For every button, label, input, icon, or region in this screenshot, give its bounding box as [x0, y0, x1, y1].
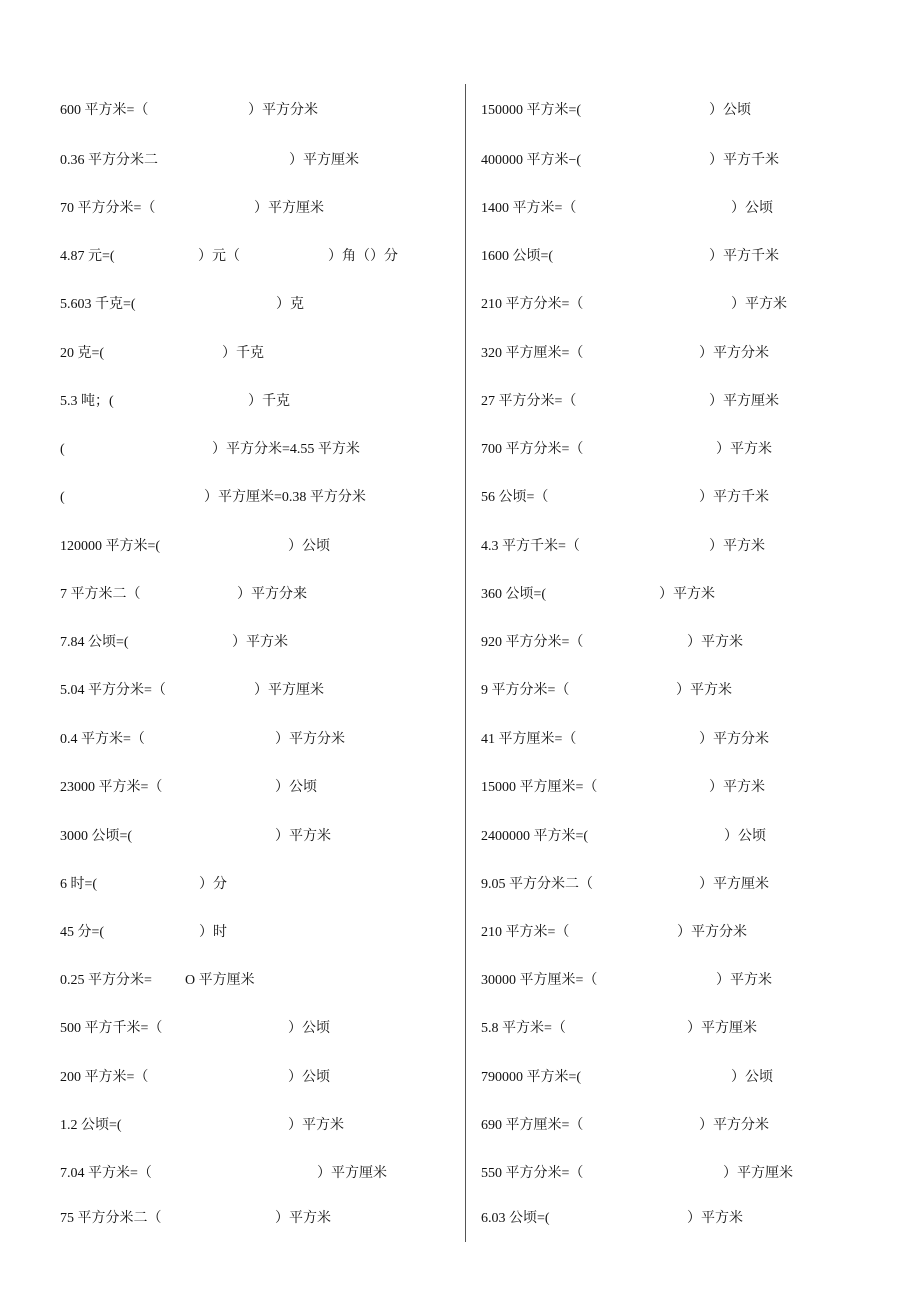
problem-prompt: 5.8 平方米=（ [481, 1021, 566, 1036]
problem-prompt: 27 平方分米=（ [481, 394, 577, 409]
problem-unit: ）公顷 [275, 780, 317, 795]
problem-unit: ）公顷 [288, 1070, 330, 1085]
problem-prompt: 700 平方分米=（ [481, 442, 584, 457]
problem-unit: ）分 [199, 877, 227, 892]
problem-prompt: 30000 平方厘米=（ [481, 973, 598, 988]
problem-unit: ）平方厘米=0.38 平方分米 [204, 490, 366, 505]
problem-unit: ）平方分米 [699, 346, 769, 361]
problem-unit: ）平方厘米 [289, 153, 359, 168]
problem-unit: ）平方米 [716, 442, 772, 457]
problem-unit: ）平方厘米 [699, 877, 769, 892]
problem-prompt: 920 平方分米=（ [481, 635, 584, 650]
problem-prompt: 5.3 吨；( [60, 394, 114, 409]
problem-prompt: 320 平方厘米=（ [481, 346, 584, 361]
problem-unit: ）千克 [222, 346, 264, 361]
problem-unit: ）公顷 [731, 201, 773, 216]
problem-unit: ）平方分米 [248, 103, 318, 118]
problem-prompt: 500 平方千米=（ [60, 1021, 163, 1036]
problem-prompt: 1400 平方米=（ [481, 201, 577, 216]
problem-unit: ）平方米 [687, 1211, 743, 1226]
problem-prompt: 9.05 平方分米二（ [481, 877, 593, 892]
problem-unit: ）平方米 [709, 780, 765, 795]
problem-prompt: 15000 平方厘米=（ [481, 780, 598, 795]
problem-prompt: 1600 公顷=( [481, 249, 554, 264]
problem-unit: ）公顷 [731, 1070, 773, 1085]
problem-unit: ）平方分米 [677, 925, 747, 940]
problem-prompt: ( [60, 490, 65, 505]
problem-unit: ）千克 [248, 394, 290, 409]
problem-unit: ）平方千米 [709, 153, 779, 168]
problem-prompt: 210 平方米=（ [481, 925, 570, 940]
problem-prompt: 56 公顷=（ [481, 490, 549, 505]
problem-unit: ）平方分来 [237, 587, 307, 602]
problem-prompt: 690 平方厘米=（ [481, 1118, 584, 1133]
problem-prompt: 4.87 元=( [60, 249, 115, 264]
problem-unit: ）平方米 [709, 539, 765, 554]
problem-prompt: 5.603 千克=( [60, 297, 136, 312]
problem-prompt: 210 平方分米=（ [481, 297, 584, 312]
problem-unit-extra: ）角（）分 [328, 249, 398, 264]
problem-unit: ）公顷 [288, 1021, 330, 1036]
problem-prompt: 41 平方厘米=（ [481, 732, 577, 747]
problem-unit: ）平方米 [275, 829, 331, 844]
problem-unit: ）平方厘米 [723, 1166, 793, 1181]
problem-unit: ）平方厘米 [317, 1166, 387, 1181]
problem-prompt: 200 平方米=（ [60, 1070, 149, 1085]
problem-unit: ）时 [199, 925, 227, 940]
problem-unit: ）平方米 [731, 297, 787, 312]
problem-unit: ）公顷 [709, 103, 751, 118]
problem-unit: ）平方千米 [709, 249, 779, 264]
problem-prompt: 150000 平方米=( [481, 103, 582, 118]
problem-unit: ）平方米 [659, 587, 715, 602]
problem-unit: ）平方米 [687, 635, 743, 650]
problem-prompt: 0.25 平方分米= [60, 973, 152, 988]
problem-prompt: 600 平方米=（ [60, 103, 149, 118]
problem-prompt: 7.84 公顷=( [60, 635, 129, 650]
problem-prompt: 4.3 平方千米=（ [481, 539, 580, 554]
problem-prompt: 75 平方分米二（ [60, 1211, 162, 1226]
problem-unit: ）平方米 [232, 635, 288, 650]
problem-prompt: 9 平方分米=（ [481, 683, 570, 698]
problem-unit: ）平方厘米 [709, 394, 779, 409]
problem-unit: ）元（ [198, 249, 240, 264]
problem-prompt: 550 平方分米=（ [481, 1166, 584, 1181]
problem-unit: ）平方分米 [699, 732, 769, 747]
problem-unit: ）平方米 [676, 683, 732, 698]
problem-unit: ）克 [276, 297, 304, 312]
problem-prompt: 20 克=( [60, 346, 105, 361]
problem-prompt: 120000 平方米=( [60, 539, 161, 554]
problem-prompt: 7 平方米二（ [60, 587, 141, 602]
problem-prompt: 45 分=( [60, 925, 105, 940]
problem-prompt: 3000 公顷=( [60, 829, 133, 844]
problem-unit: ）平方米 [288, 1118, 344, 1133]
problem-unit: ）公顷 [724, 829, 766, 844]
problem-prompt: 5.04 平方分米=（ [60, 683, 166, 698]
problem-unit: ）平方厘米 [254, 201, 324, 216]
problem-prompt: 70 平方分米=（ [60, 201, 156, 216]
problem-unit: ）平方米 [716, 973, 772, 988]
problem-prompt: 0.36 平方分米二 [60, 153, 158, 168]
problem-prompt: 6 时=( [60, 877, 98, 892]
problem-prompt: 790000 平方米=( [481, 1070, 582, 1085]
problem-prompt: 6.03 公顷=( [481, 1211, 550, 1226]
problem-unit: ）平方分米=4.55 平方米 [212, 442, 360, 457]
problem-prompt: ( [60, 442, 65, 457]
column-divider [465, 84, 466, 1242]
problem-prompt: 400000 平方米−( [481, 153, 582, 168]
problem-prompt: 2400000 平方米=( [481, 829, 589, 844]
problem-prompt: 7.04 平方米=（ [60, 1166, 152, 1181]
problem-unit: ）平方厘米 [254, 683, 324, 698]
problem-prompt: 360 公顷=( [481, 587, 547, 602]
problem-unit: ）平方分米 [275, 732, 345, 747]
problem-unit: ）平方分米 [699, 1118, 769, 1133]
problem-unit: O 平方厘米 [185, 973, 255, 988]
problem-prompt: 23000 平方米=（ [60, 780, 163, 795]
problem-unit: ）公顷 [288, 539, 330, 554]
problem-unit: ）平方千米 [699, 490, 769, 505]
problem-unit: ）平方厘米 [687, 1021, 757, 1036]
problem-prompt: 0.4 平方米=（ [60, 732, 145, 747]
problem-prompt: 1.2 公顷=( [60, 1118, 122, 1133]
problem-unit: ）平方米 [275, 1211, 331, 1226]
